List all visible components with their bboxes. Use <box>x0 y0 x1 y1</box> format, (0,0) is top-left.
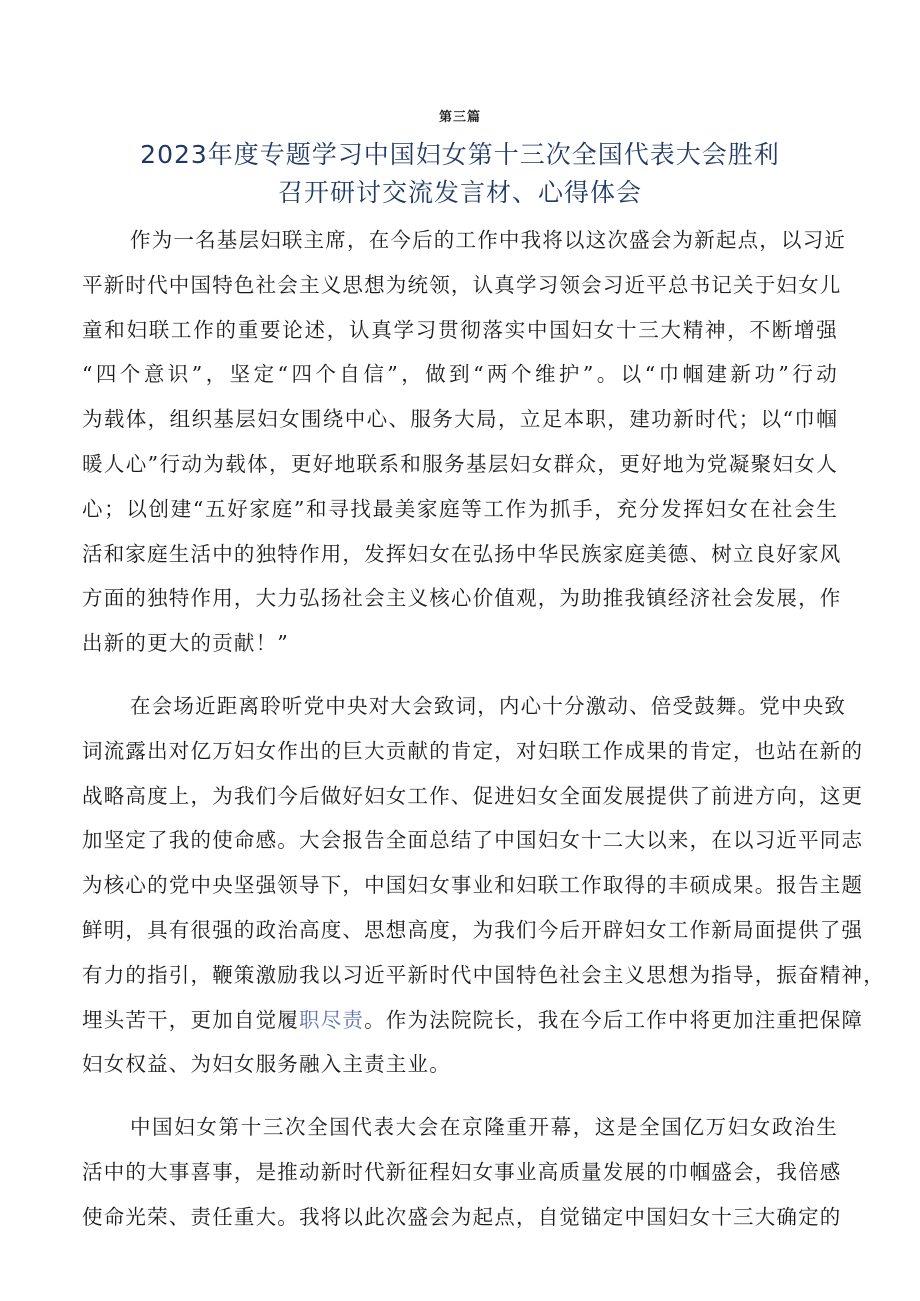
title-line-1: 2023年度专题学习中国妇女第十三次全国代表大会胜利 <box>140 140 780 169</box>
text-line: 使命光荣、责任重大。我将以此次盛会为起点，自觉锚定中国妇女十三大确定的 <box>82 1204 842 1229</box>
highlight-before: 埋头苦干，更加自觉履 <box>82 1007 299 1032</box>
text-line: 心；以创建“五好家庭”和寻找最美家庭等工作为抓手，充分发挥妇女在社会生 <box>82 496 838 521</box>
text-line: 为核心的党中央坚强领导下，中国妇女事业和妇联工作取得的丰硕成果。报告主题 <box>82 873 864 898</box>
highlight-after: 。作为法院院长，我在今后工作中将更加注重把保障 <box>364 1007 864 1032</box>
text-line: 词流露出对亿万妇女作出的巨大贡献的肯定，对妇联工作成果的肯定，也站在新的 <box>82 738 864 763</box>
text-line: 为载体，组织基层妇女围绕中心、服务大局，立足本职，建功新时代；以“巾帼 <box>82 407 838 432</box>
section-label: 第三篇 <box>438 110 481 125</box>
text-line: 童和妇联工作的重要论述，认真学习贯彻落实中国妇女十三大精神，不断增强 <box>82 317 838 342</box>
paragraph-2 <box>82 684 885 1087</box>
text-line: 方面的独特作用，大力弘扬社会主义核心价值观，为助推我镇经济社会发展，作 <box>82 586 842 611</box>
text-line: 妇女权益、为妇女服务融入主责主业。 <box>82 1052 451 1077</box>
text-line: 在会场近距离聆听党中央对大会致词，内心十分激动、倍受鼓舞。党中央致 <box>130 693 847 718</box>
paragraph-3 <box>82 1105 842 1239</box>
text-line: 中国妇女第十三次全国代表大会在京隆重开幕，这是全国亿万妇女政治生 <box>130 1115 838 1140</box>
paragraph-1 <box>82 218 847 666</box>
highlighted-text: 职尽责 <box>299 1007 365 1032</box>
text-line: 战略高度上，为我们今后做好妇女工作、促进妇女全面发展提供了前进方向，这更 <box>82 783 864 808</box>
text-line: 出新的更大的贡献！” <box>82 631 289 656</box>
text-line: 作为一名基层妇联主席，在今后的工作中我将以这次盛会为新起点，以习近 <box>130 228 847 252</box>
text-line: 有力的指引，鞭策激励我以习近平新时代中国特色社会主义思想为指导，振奋精神， <box>82 962 885 987</box>
document-title <box>60 136 860 212</box>
text-line: 平新时代中国特色社会主义思想为统领，认真学习领会习近平总书记关于妇女儿 <box>82 272 842 297</box>
text-line: 加坚定了我的使命感。大会报告全面总结了中国妇女十二大以来，在以习近平同志 <box>82 828 864 853</box>
document-body <box>82 218 885 1240</box>
text-line: “四个意识”，坚定“四个自信”，做到“两个维护”。以“巾帼建新功”行动 <box>82 362 838 387</box>
text-line: 活中的大事喜事，是推动新时代新征程妇女事业高质量发展的巾帼盛会，我倍感 <box>82 1159 842 1184</box>
text-line: 暖人心”行动为载体，更好地联系和服务基层妇女群众，更好地为党凝聚妇女人 <box>82 451 838 476</box>
text-line-with-highlight <box>82 998 864 1043</box>
text-line: 鲜明，具有很强的政治高度、思想高度，为我们今后开辟妇女工作新局面提供了强 <box>82 917 864 942</box>
text-line: 活和家庭生活中的独特作用，发挥妇女在弘扬中华民族家庭美德、树立良好家风 <box>82 541 842 566</box>
title-line-2: 召开研讨交流发言材、心得体会 <box>277 178 642 207</box>
